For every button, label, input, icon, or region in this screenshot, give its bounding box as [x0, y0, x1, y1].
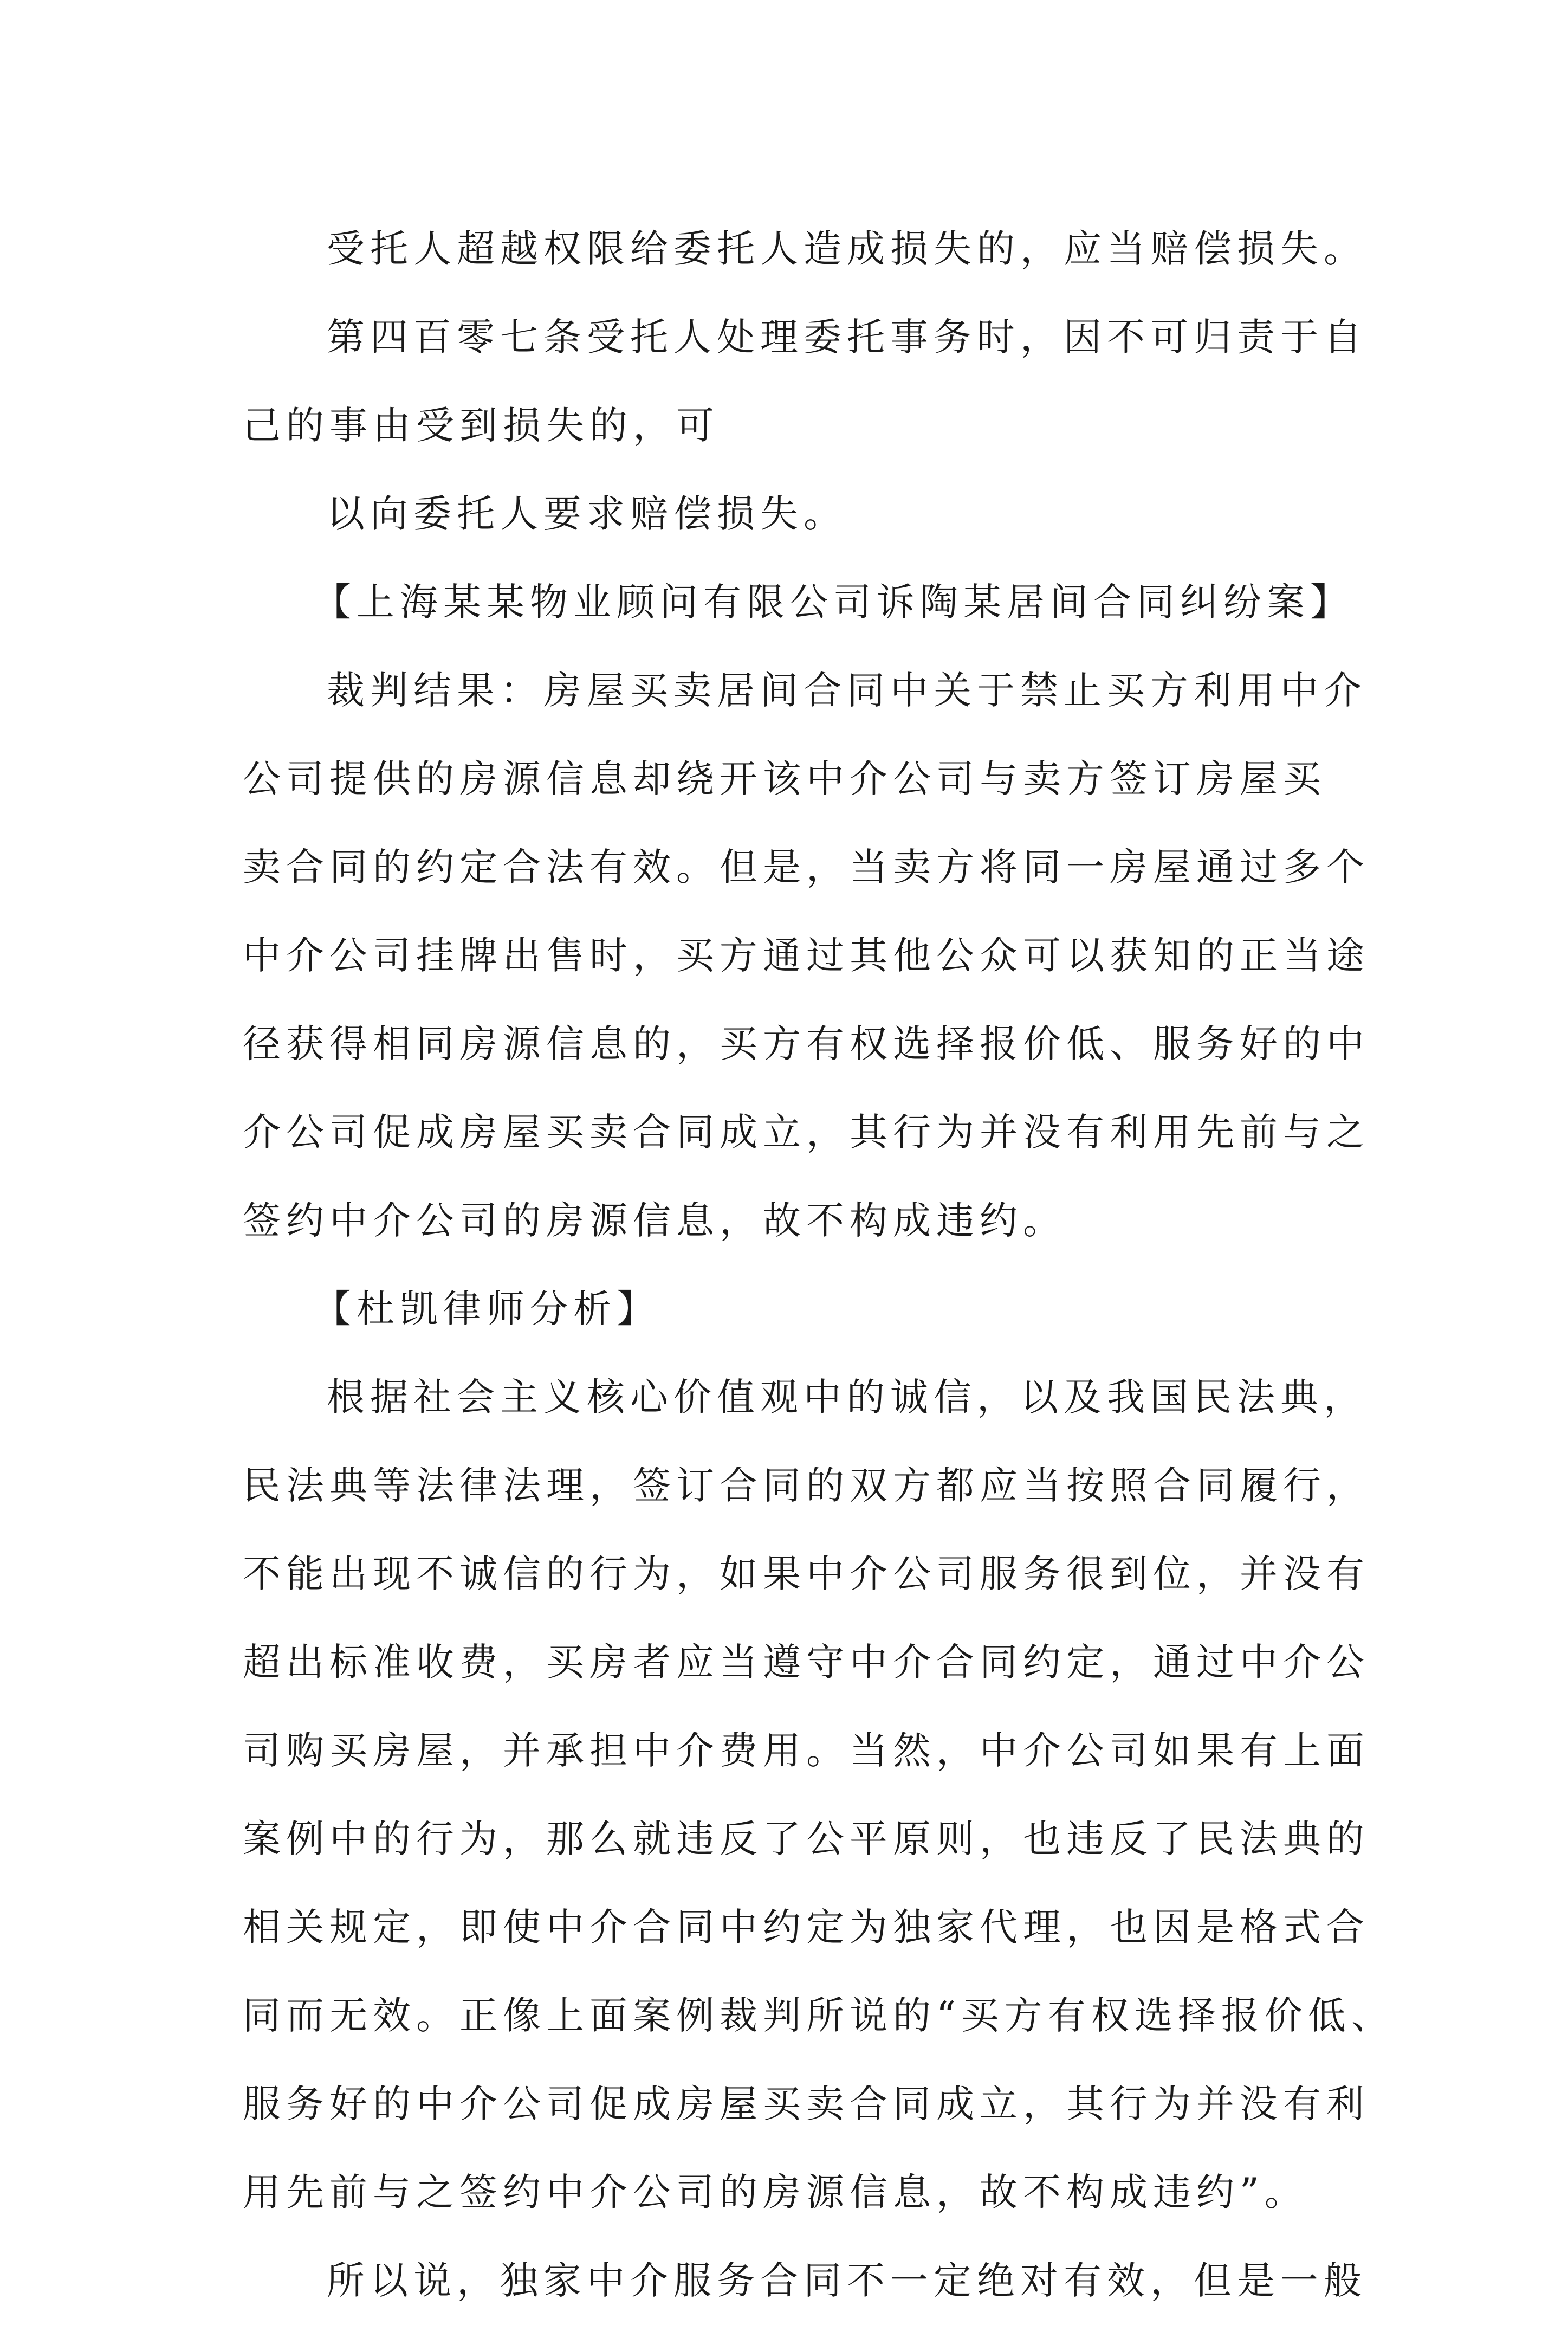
paragraph-line: 中介公司挂牌出售时，买方通过其他公众可以获知的正当途: [243, 933, 1370, 978]
paragraph-line: 所以说，独家中介服务合同不一定绝对有效，但是一般: [327, 2258, 1367, 2303]
paragraph-line: 受托人超越权限给委托人造成损失的，应当赔偿损失。: [327, 227, 1367, 271]
body-text: [243, 205, 1395, 2325]
paragraph-line: 司购买房屋，并承担中介费用。当然，中介公司如果有上面: [243, 1728, 1370, 1773]
analysis-heading: 【杜凯律师分析】: [313, 1287, 660, 1331]
paragraph-line: 己的事由受到损失的，可: [243, 403, 720, 448]
paragraph-line: 签约中介公司的房源信息，故不构成违约。: [243, 1198, 1066, 1243]
paragraph-line: 民法典等法律法理，签订合同的双方都应当按照合同履行，: [243, 1463, 1370, 1508]
paragraph-line: 不能出现不诚信的行为，如果中介公司服务很到位，并没有: [243, 1552, 1370, 1596]
paragraph-line: 径获得相同房源信息的，买方有权选择报价低、服务好的中: [243, 1022, 1370, 1066]
paragraph-line: 裁判结果：房屋买卖居间合同中关于禁止买方利用中介: [327, 668, 1367, 713]
paragraph-line: 案例中的行为，那么就违反了公平原则，也违反了民法典的: [243, 1817, 1370, 1861]
paragraph-line: 第四百零七条受托人处理委托事务时，因不可归责于自: [327, 315, 1367, 359]
paragraph-line: 公司提供的房源信息却绕开该中介公司与卖方签订房屋买: [243, 757, 1326, 801]
paragraph-line: 同而无效。正像上面案例裁判所说的“买方有权选择报价低、: [243, 1993, 1395, 2038]
paragraph-line: 卖合同的约定合法有效。但是，当卖方将同一房屋通过多个: [243, 845, 1370, 889]
paragraph-line: 以向委托人要求赔偿损失。: [327, 492, 847, 536]
case-heading: 【上海某某物业顾问有限公司诉陶某居间合同纠纷案】: [313, 580, 1353, 624]
paragraph-line: 超出标准收费，买房者应当遵守中介合同约定，通过中介公: [243, 1640, 1370, 1684]
paragraph-line: 相关规定，即使中介合同中约定为独家代理，也因是格式合: [243, 1905, 1370, 1949]
paragraph-line: 介公司促成房屋买卖合同成立，其行为并没有利用先前与之: [243, 1110, 1370, 1154]
paragraph-line: 服务好的中介公司促成房屋买卖合同成立，其行为并没有利: [243, 2082, 1370, 2126]
paragraph-line: 根据社会主义核心价值观中的诚信，以及我国民法典，: [327, 1375, 1367, 1419]
paragraph-line: 用先前与之签约中介公司的房源信息，故不构成违约”。: [243, 2170, 1308, 2214]
